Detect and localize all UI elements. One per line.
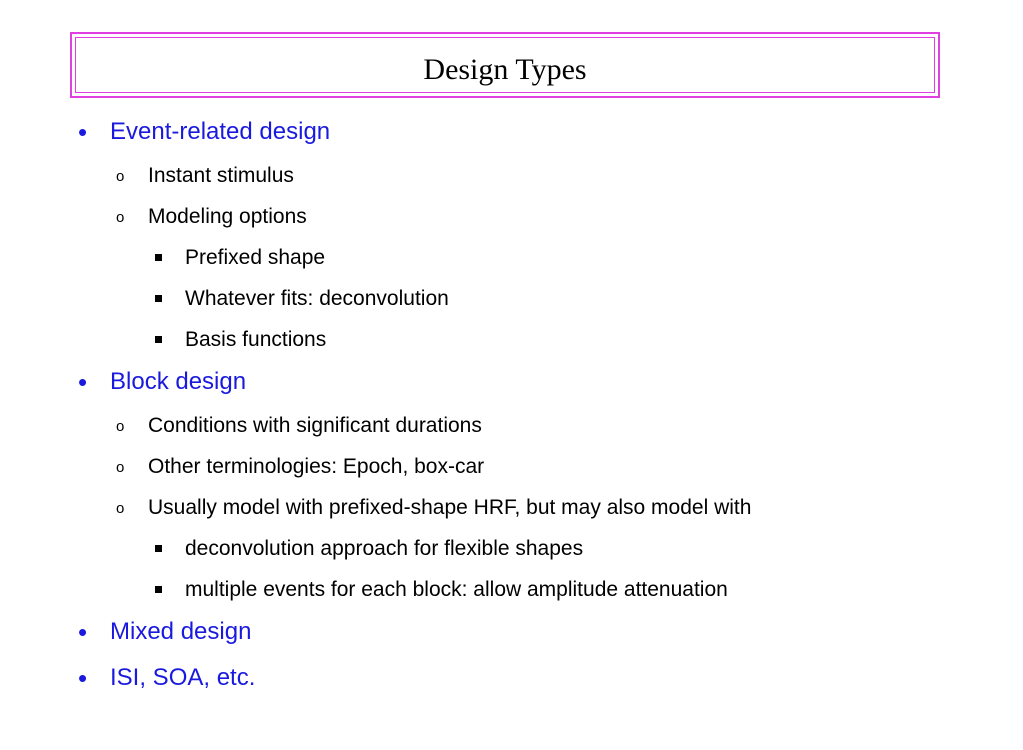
bullet-dot-icon: • xyxy=(78,117,88,147)
square-bullet-icon xyxy=(155,295,162,302)
slide-title: Design Types xyxy=(423,53,587,86)
bullet-dot-icon: • xyxy=(78,367,88,397)
circle-bullet-icon: o xyxy=(116,168,125,185)
sub-sub-item-label: multiple events for each block: allow amplitude attenuation xyxy=(185,578,728,601)
sub-sub-item-label: deconvolution approach for flexible shapes xyxy=(185,537,584,560)
circle-bullet-icon: o xyxy=(116,459,125,476)
bullet-label: Mixed design xyxy=(110,618,252,645)
sub-item-label: Usually model with prefixed-shape HRF, but may also model with xyxy=(148,496,752,519)
sub-item-label: Conditions with significant durations xyxy=(148,414,482,437)
bullet-label: Event-related design xyxy=(110,118,331,145)
circle-bullet-icon: o xyxy=(116,418,125,435)
sub-item-label: Modeling options xyxy=(148,205,307,228)
bullet-label: Block design xyxy=(110,368,247,395)
sub-sub-item-label: Whatever fits: deconvolution xyxy=(185,287,449,310)
title-frame xyxy=(70,32,940,98)
square-bullet-icon xyxy=(155,336,162,343)
square-bullet-icon xyxy=(155,545,162,552)
square-bullet-icon xyxy=(155,254,162,261)
bullet-label: ISI, SOA, etc. xyxy=(110,664,256,691)
bullet-dot-icon: • xyxy=(78,617,88,647)
bullet-dot-icon: • xyxy=(78,663,88,693)
sub-item-label: Other terminologies: Epoch, box-car xyxy=(148,455,485,478)
sub-sub-item-label: Prefixed shape xyxy=(185,246,326,269)
sub-sub-item-label: Basis functions xyxy=(185,328,327,351)
circle-bullet-icon: o xyxy=(116,500,125,517)
sub-item-label: Instant stimulus xyxy=(148,164,294,187)
circle-bullet-icon: o xyxy=(116,209,125,226)
square-bullet-icon xyxy=(155,586,162,593)
